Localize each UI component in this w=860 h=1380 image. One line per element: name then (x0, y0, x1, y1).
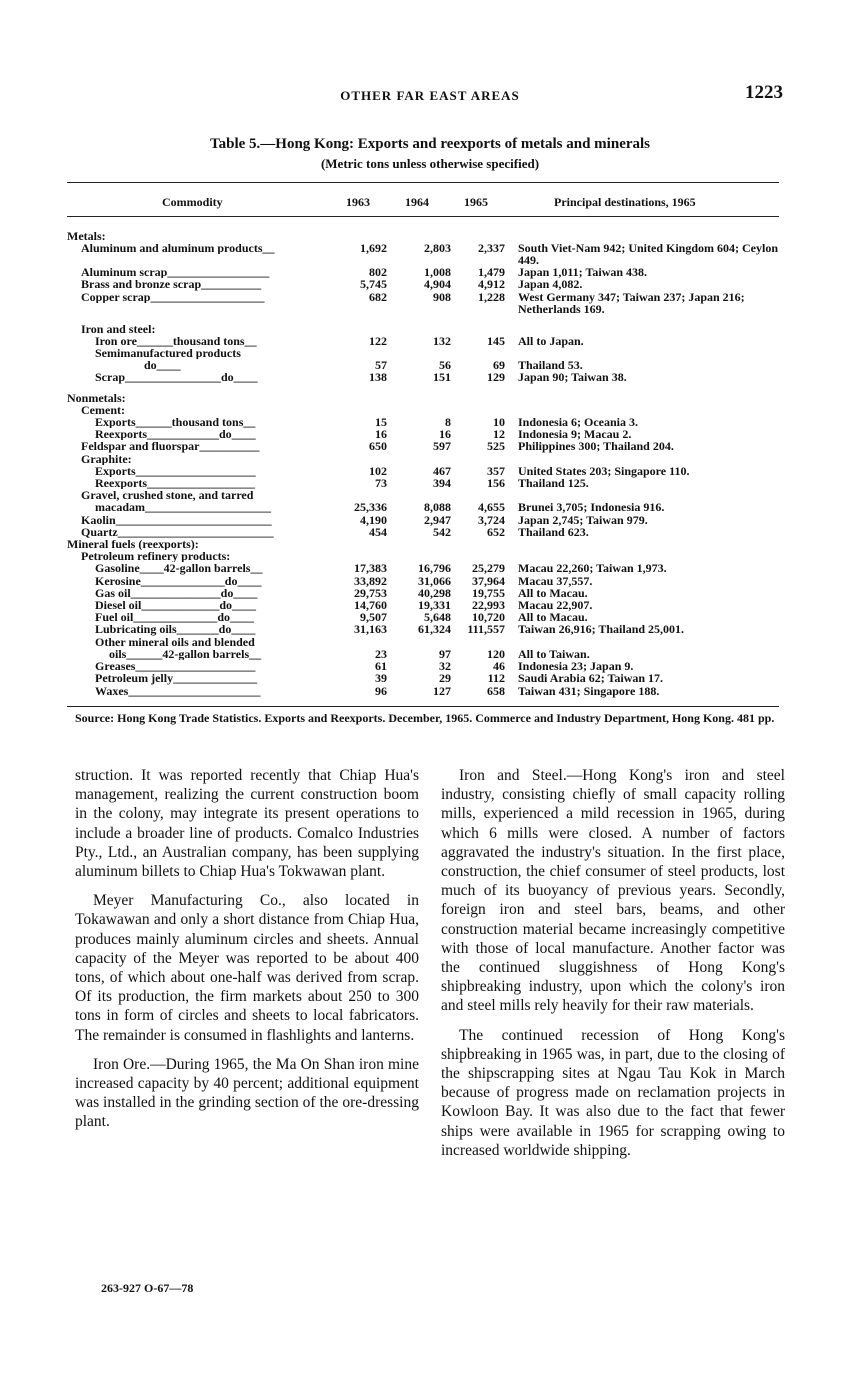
value-1964: 4,904 (424, 277, 451, 292)
commodity-label: Waxes______________________ (95, 684, 261, 697)
value-1964: 40,298 (418, 585, 451, 600)
value-1964: 542 (433, 524, 451, 539)
destination: Thailand 623. (518, 524, 589, 539)
value-1965: 525 (487, 439, 505, 454)
table-row (67, 359, 779, 371)
destination: Indonesia 6; Oceania 3. (518, 415, 639, 430)
value-1964: 16,796 (418, 561, 451, 576)
value-1965: 46 (493, 659, 505, 674)
destination: Macau 22,907. (518, 598, 593, 613)
value-1964: 29 (439, 671, 451, 686)
value-1965: 22,993 (472, 598, 505, 613)
destination: South Viet-Nam 942; United Kingdom 604; Ceylon 449. (518, 241, 779, 268)
table-bottom-rule (67, 706, 779, 707)
destination: All to Macau. (518, 610, 588, 625)
value-1965: 4,655 (478, 500, 505, 515)
destination: All to Taiwan. (518, 646, 590, 661)
table-row (67, 242, 779, 266)
table-subtitle: (Metric tons unless otherwise specified) (320, 156, 540, 171)
table-row (67, 453, 779, 465)
value-1963: 5,745 (360, 277, 387, 292)
destination: United States 203; Singapore 110. (518, 463, 690, 478)
value-1965: 145 (487, 333, 505, 348)
table-row (67, 660, 779, 672)
table-row (67, 440, 779, 452)
value-1963: 802 (369, 265, 387, 280)
value-1964: 132 (433, 333, 451, 348)
value-1963: 14,760 (354, 598, 387, 613)
value-1964: 8,088 (424, 500, 451, 515)
commodity-label: Other mineral oils and blended (95, 635, 255, 648)
value-1963: 31,163 (354, 622, 387, 637)
paragraph: Iron and Steel.—Hong Kong's iron and steel industry, consisting chiefly of small capacity rolling mills, experienced a mild recession in 1965, during which 6 mills were closed. A number of factors aggravated the industry's situation. In the first place, construction, the chief consumer of steel products, lost much of its buoyancy of previous years. Secondly, foreign iron and steel bars, beams, and other construction material became increasingly competitive with those of local manufacture. Another factor was the continued sluggishness of Hong Kong's shipbreaking industry, upon which the colony's iron and steel mills rely heavily for their raw materials. (441, 767, 785, 1015)
commodity-label: Exports______thousand tons__ (95, 416, 256, 429)
value-1964: 394 (433, 476, 451, 491)
value-1963: 122 (369, 333, 387, 348)
table-row (67, 335, 779, 347)
commodity-label: Graphite: (81, 452, 132, 465)
value-1964: 56 (439, 358, 451, 373)
value-1965: 1,479 (478, 265, 505, 280)
value-1963: 650 (369, 439, 387, 454)
commodity-label: do____ (144, 359, 181, 372)
destination: Japan 1,011; Taiwan 438. (518, 265, 648, 280)
table-row (67, 291, 779, 315)
column-header-1965: 1965 (464, 195, 488, 209)
commodity-label: Petroleum jelly______________ (95, 672, 258, 685)
destination: Macau 22,260; Taiwan 1,973. (518, 561, 667, 576)
value-1964: 151 (433, 370, 451, 385)
value-1964: 127 (433, 683, 451, 698)
value-1965: 25,279 (472, 561, 505, 576)
destination: Indonesia 9; Macau 2. (518, 427, 632, 442)
table-row (67, 477, 779, 489)
table-row (67, 623, 779, 635)
destination: All to Japan. (518, 333, 584, 348)
commodity-label: Quartz__________________________ (81, 525, 274, 539)
destination: Japan 4,082. (518, 277, 583, 292)
destination: Taiwan 431; Singapore 188. (518, 683, 660, 698)
table-row (67, 685, 779, 697)
table-row (67, 562, 779, 574)
value-1964: 2,947 (424, 512, 451, 527)
value-1963: 15 (375, 415, 387, 430)
table-row (67, 672, 779, 684)
value-1964: 467 (433, 463, 451, 478)
commodity-label: macadam_____________________ (95, 501, 271, 514)
paragraph: Meyer Manufacturing Co., also located in Tokawawan and only a short distance from Chiap Hua, produces mainly aluminum circles and sheets. Annual capacity of the Meyer was reported to be about 400 tons, of which about one-half was derived from scrap. Of its production, the firm markets about 250 to 300 tons in form of circles and sheets to local fabricators. The remainder is consumed in flashlights and lanterns. (75, 892, 419, 1044)
column-header-1964: 1964 (405, 195, 429, 209)
value-1964: 597 (433, 439, 451, 454)
value-1963: 17,383 (354, 561, 387, 576)
value-1963: 39 (375, 671, 387, 686)
destination: Thailand 53. (518, 358, 583, 373)
value-1965: 357 (487, 463, 505, 478)
destination: Saudi Arabia 62; Taiwan 17. (518, 671, 664, 686)
value-1965: 129 (487, 370, 505, 385)
paragraph: Iron Ore.—During 1965, the Ma On Shan iron mine increased capacity by 40 percent; additional equipment was installed in the grinding section of the ore-dressing plant. (75, 1055, 419, 1131)
destination: Japan 90; Taiwan 38. (518, 370, 627, 385)
value-1964: 32 (439, 659, 451, 674)
commodity-label: Gasoline____42-gallon barrels__ (95, 562, 263, 575)
column-header-destinations: Principal destinations, 1965 (554, 195, 696, 209)
printer-code: 263-927 O-67—78 (101, 1281, 194, 1295)
destination: Macau 37,557. (518, 573, 593, 588)
table-title: Table 5.—Hong Kong: Exports and reexports of metals and minerals (209, 136, 651, 152)
table-row (67, 599, 779, 611)
destination: Thailand 125. (518, 476, 589, 491)
value-1965: 1,228 (478, 289, 505, 304)
running-head: OTHER FAR EAST AREAS (340, 88, 520, 103)
value-1963: 4,190 (360, 512, 387, 527)
value-1963: 454 (369, 524, 387, 539)
paragraph: struction. It was reported recently that Chiap Hua's management, realizing the current construction boom in the colony, may integrate its present operations to include a broader line of products. Comalco Industries Pty., Ltd., an Australian company, has been supplying aluminum billets to Chiap Hua's Tokwawan plant. (75, 767, 419, 881)
table-row (67, 538, 779, 550)
table-row (67, 514, 779, 526)
table-row (67, 636, 779, 648)
table-row (67, 347, 779, 359)
table-row (67, 526, 779, 538)
table-source-note: Source: Hong Kong Trade Statistics. Exports and Reexports. December, 1965. Commerce and Industry Department, Hong Kong. 481 pp. (75, 711, 775, 725)
destination: Taiwan 26,916; Thailand 25,001. (518, 622, 685, 637)
value-1963: 57 (375, 358, 387, 373)
value-1963: 33,892 (354, 573, 387, 588)
body-column-right (441, 766, 785, 1170)
value-1964: 61,324 (418, 622, 451, 637)
value-1964: 5,648 (424, 610, 451, 625)
value-1963: 96 (375, 683, 387, 698)
value-1965: 10 (493, 415, 505, 430)
table-row (67, 371, 779, 383)
value-1963: 73 (375, 476, 387, 491)
commodity-label: Iron and steel: (81, 322, 156, 335)
exports-table (67, 230, 779, 697)
column-header-1963: 1963 (346, 195, 370, 209)
value-1965: 4,912 (478, 277, 505, 292)
commodity-label: Mineral fuels (reexports): (67, 538, 199, 551)
value-1963: 25,336 (354, 500, 387, 515)
value-1963: 61 (375, 659, 387, 674)
commodity-label: Feldspar and fluorspar__________ (81, 440, 260, 453)
value-1963: 138 (369, 370, 387, 385)
value-1963: 16 (375, 427, 387, 442)
table-row (67, 323, 779, 335)
table-row (67, 416, 779, 428)
commodity-label: Gravel, crushed stone, and tarred (81, 489, 254, 502)
value-1963: 9,507 (360, 610, 387, 625)
table-row (67, 648, 779, 660)
value-1964: 97 (439, 646, 451, 661)
table-row (67, 404, 779, 416)
table-row (67, 489, 779, 501)
value-1965: 3,724 (478, 512, 505, 527)
commodity-label: Brass and bronze scrap__________ (81, 278, 262, 291)
value-1965: 2,337 (478, 241, 505, 256)
value-1963: 102 (369, 463, 387, 478)
commodity-label: Gas oil_______________do____ (95, 586, 258, 600)
destination: Philippines 300; Thailand 204. (518, 439, 674, 454)
commodity-label: Scrap________________do____ (95, 371, 258, 384)
body-column-left (75, 766, 419, 1142)
paragraph: The continued recession of Hong Kong's shipbreaking in 1965 was, in part, due to the closing of the shipscrapping sites at Ngau Tau Kok in March because of progress made on reclamation projects in Kowloon Bay. It was also due to the fact that fewer ships were available in 1965 for scrapping owing to increased worldwide shipping. (441, 1026, 785, 1159)
value-1964: 31,066 (418, 573, 451, 588)
commodity-label: Aluminum scrap_________________ (81, 266, 270, 279)
commodity-label: Metals: (67, 230, 106, 243)
commodity-label: Semimanufactured products (95, 347, 241, 360)
table-row (67, 278, 779, 290)
commodity-label: Petroleum refinery products: (81, 550, 231, 563)
value-1965: 10,720 (472, 610, 505, 625)
commodity-label: Iron ore______thousand tons__ (95, 334, 257, 348)
value-1965: 111,557 (467, 622, 505, 637)
value-1965: 112 (487, 671, 505, 686)
commodity-label: Kerosine______________do____ (95, 574, 262, 587)
value-1963: 1,692 (360, 241, 387, 256)
table-top-rule (67, 182, 779, 183)
commodity-label: Kaolin__________________________ (81, 513, 272, 526)
commodity-label: Nonmetals: (67, 391, 126, 404)
column-header-commodity: Commodity (162, 195, 223, 209)
value-1964: 8 (445, 415, 451, 430)
commodity-label: oils______42-gallon barrels__ (109, 647, 262, 661)
table-row (67, 392, 779, 404)
table-row (67, 465, 779, 477)
value-1965: 37,964 (472, 573, 505, 588)
value-1965: 69 (493, 358, 505, 373)
commodity-label: Diesel oil_____________do____ (95, 599, 256, 612)
value-1963: 29,753 (354, 585, 387, 600)
value-1965: 120 (487, 646, 505, 661)
value-1964: 16 (439, 427, 451, 442)
destination: All to Macau. (518, 585, 588, 600)
commodity-label: Copper scrap___________________ (81, 290, 265, 303)
table-row (67, 266, 779, 278)
value-1964: 908 (433, 289, 451, 304)
commodity-label: Lubricating oils_______do____ (95, 623, 256, 636)
destination: Indonesia 23; Japan 9. (518, 659, 634, 674)
value-1963: 23 (375, 646, 387, 661)
destination: Japan 2,745; Taiwan 979. (518, 512, 648, 527)
value-1965: 19,755 (472, 585, 505, 600)
commodity-label: Exports____________________ (95, 464, 256, 478)
commodity-label: Aluminum and aluminum products__ (81, 242, 275, 255)
value-1965: 658 (487, 683, 505, 698)
value-1965: 652 (487, 524, 505, 539)
value-1965: 156 (487, 476, 505, 491)
commodity-label: Reexports____________do____ (95, 428, 256, 441)
value-1963: 682 (369, 289, 387, 304)
commodity-label: Cement: (81, 403, 125, 417)
commodity-label: Fuel oil______________do____ (95, 611, 255, 624)
table-row (67, 501, 779, 513)
commodity-label: Reexports__________________ (95, 477, 255, 490)
commodity-label: Greases____________________ (95, 660, 256, 673)
table-header-rule (67, 216, 779, 217)
value-1964: 2,803 (424, 241, 451, 256)
page-number: 1223 (745, 82, 783, 103)
value-1964: 19,331 (418, 598, 451, 613)
value-1965: 12 (493, 427, 505, 442)
value-1964: 1,008 (424, 265, 451, 280)
destination: Brunei 3,705; Indonesia 916. (518, 500, 665, 515)
destination: West Germany 347; Taiwan 237; Japan 216; Netherlands 169. (518, 289, 745, 316)
